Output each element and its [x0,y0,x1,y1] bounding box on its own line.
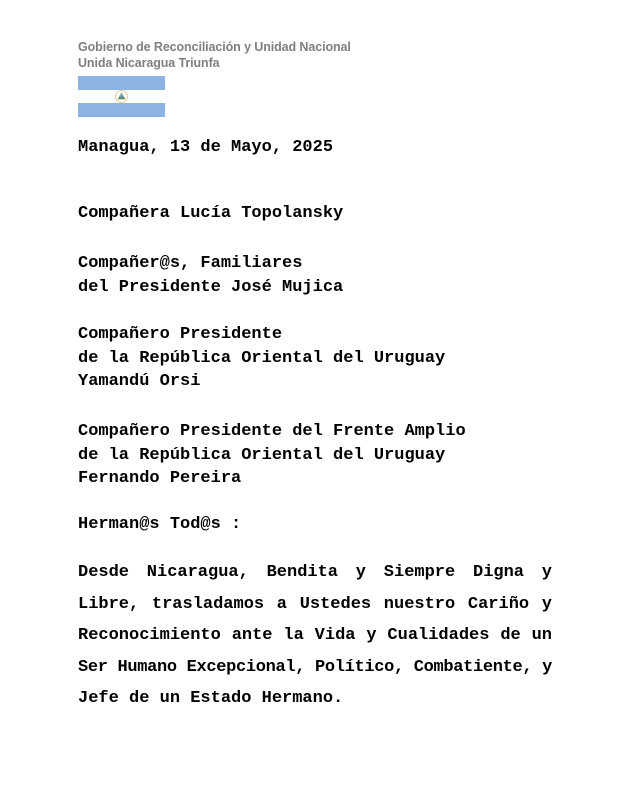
flag-top-stripe [78,76,165,90]
addressee-block [78,420,466,491]
addressee-block [78,202,343,226]
body-line: Reconocimiento ante la Vida y Cualidades de un [78,626,552,646]
body-line: Desde Nicaragua, Bendita y Siempre Digna y [78,563,552,582]
government-slogan: Unida Nicaragua Triunfa [78,56,220,70]
addressee-line: de la República Oriental del Uruguay [78,445,446,465]
addressee-line: Compañero Presidente [78,325,283,344]
addressee-line: Compañer@s, Familiares [78,254,303,273]
flag-bottom-stripe [78,103,165,117]
addressee-block [78,252,343,299]
body-line: Ser Humano Excepcional, Político, Combatiente, y [78,657,552,677]
nicaragua-flag-icon [78,76,165,117]
addressee-line: Compañera Lucía Topolansky [78,204,344,223]
addressee-line: del Presidente José Mujica [78,277,344,297]
addressee-line: Compañero Presidente del Frente Amplio [78,422,466,441]
body-line: Jefe de un Estado Hermano. [78,689,344,709]
addressee-block [78,323,445,394]
addressee-line: Yamandú Orsi [78,372,201,391]
addressee-line: de la República Oriental del Uruguay [78,348,446,368]
letter-body-paragraph [78,557,552,715]
coat-of-arms-icon [115,90,128,103]
letter-date: Managua, 13 de Mayo, 2025 [78,138,334,157]
letter-greeting: Herman@s Tod@s : [78,515,242,534]
body-line: Libre, trasladamos a Ustedes nuestro Cariño y [78,594,552,614]
government-name: Gobierno de Reconciliación y Unidad Nacional [78,40,351,54]
addressee-line: Fernando Pereira [78,469,242,488]
